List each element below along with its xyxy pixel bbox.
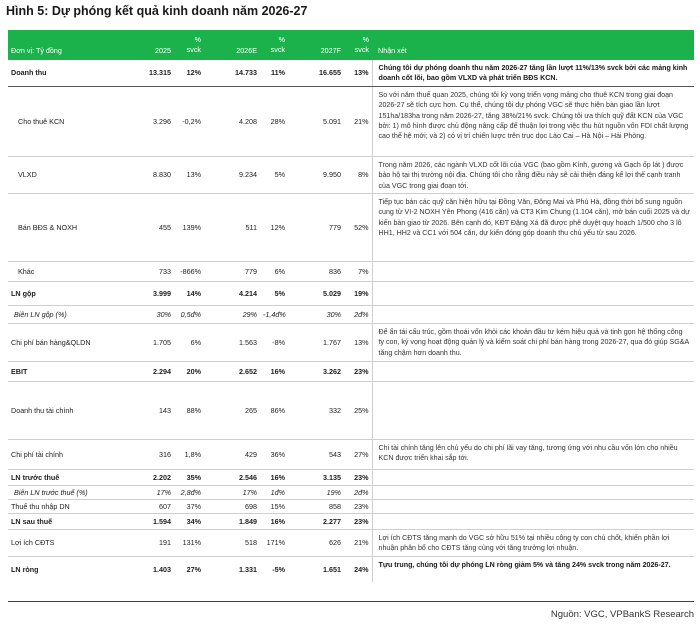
- note-ni: Tựu trung, chúng tôi dự phóng LN ròng giảm 5% và tăng 24% svck trong năm 2026-27.: [372, 556, 694, 582]
- row-label: Biên LN trước thuế (%): [8, 486, 120, 500]
- note-revenue: Chúng tôi dự phóng doanh thu năm 2026-27 tăng lần lượt 11%/13% svck bởi các mảng kinh doanh cốt lõi, bao gồm VLXD và phát triển BĐS KCN.: [372, 60, 694, 86]
- cell-2026: 4.214: [204, 282, 260, 306]
- cell-2025-pct: 13%: [174, 156, 204, 193]
- table-row: [8, 470, 694, 486]
- row-label: Chi phí tài chính: [8, 440, 120, 470]
- cell-2025-pct: 12%: [174, 60, 204, 86]
- cell-2025: 30%: [120, 306, 174, 324]
- cell-2025-pct: 34%: [174, 514, 204, 530]
- cell-2025-pct: 88%: [174, 382, 204, 440]
- cell-2025-pct: 20%: [174, 362, 204, 382]
- cell-2025-pct: 14%: [174, 282, 204, 306]
- cell-2027-pct: 13%: [344, 324, 372, 362]
- cell-2026-pct: -8%: [260, 324, 288, 362]
- cell-2027-pct: 21%: [344, 86, 372, 156]
- cell-2027-pct: 21%: [344, 530, 372, 557]
- note-empty: [372, 306, 694, 324]
- pct-symbol: %: [362, 35, 369, 44]
- cell-2026-pct: 16%: [260, 470, 288, 486]
- cell-2026-pct: 28%: [260, 86, 288, 156]
- cell-2027: 1.651: [323, 565, 341, 575]
- cell-2026-pct: 12%: [260, 194, 288, 262]
- cell-2027-pct: 23%: [344, 514, 372, 530]
- cell-2026-pct: 11%: [260, 60, 288, 86]
- table-row: [8, 382, 694, 440]
- svck-label: svck: [186, 45, 201, 54]
- cell-2027-pct: 27%: [344, 440, 372, 470]
- table-row: [8, 306, 694, 324]
- cell-2026: 9.234: [204, 156, 260, 193]
- cell-2027: 9.950: [288, 156, 344, 193]
- table-row: [8, 514, 694, 530]
- col-2025-header: 2025: [155, 46, 171, 55]
- cell-2027: 5.029: [288, 282, 344, 306]
- cell-2026-pct: 36%: [260, 440, 288, 470]
- cell-2026: 429: [204, 440, 260, 470]
- cell-2025: 3.296: [120, 86, 174, 156]
- pct-symbol: %: [278, 35, 285, 44]
- cell-2025: 1.705: [120, 324, 174, 362]
- cell-2026: 1.331: [239, 565, 257, 575]
- table-row: [8, 500, 694, 514]
- cell-2027: 30%: [288, 306, 344, 324]
- table-row: [8, 262, 694, 282]
- cell-2025: 143: [120, 382, 174, 440]
- table-row: [8, 440, 694, 470]
- cell-2026-pct: -5%: [272, 565, 285, 575]
- cell-2025: 1.403: [153, 565, 171, 575]
- note-vlxd: Trong năm 2026, các ngành VLXD cốt lõi của VGC (bao gồm Kính, gương và Gạch ốp lát ) được bảo hộ tại thị trường nội địa. Chúng tôi cho rằng điều này sẽ cải thiện đáng kể lợi thế cạnh tranh của VGC trong giai đoạn tới.: [372, 156, 694, 193]
- cell-2027: 858: [288, 500, 344, 514]
- cell-2026: 518: [204, 530, 260, 557]
- cell-2026-pct: 16%: [260, 362, 288, 382]
- figure-title: Hình 5: Dự phóng kết quả kinh doanh năm 2026-27: [6, 4, 308, 18]
- note-empty: [372, 514, 694, 530]
- cell-2027: 2.277: [288, 514, 344, 530]
- cell-2027-pct: 52%: [344, 194, 372, 262]
- cell-2026: 1.849: [204, 514, 260, 530]
- row-label: LN gộp: [8, 282, 120, 306]
- table-row: [8, 556, 694, 582]
- cell-2026: 2.652: [204, 362, 260, 382]
- row-label: Doanh thu: [8, 60, 120, 86]
- cell-2025-pct: 35%: [174, 470, 204, 486]
- row-label: EBIT: [8, 362, 120, 382]
- cell-2025-pct: 6%: [174, 324, 204, 362]
- cell-2027-pct: 8%: [344, 156, 372, 193]
- forecast-table: [8, 30, 694, 582]
- cell-2025-pct: 2,8đ%: [174, 486, 204, 500]
- row-label: LN trước thuế: [8, 470, 120, 486]
- row-label: Khác: [8, 262, 120, 282]
- row-label: Doanh thu tài chính: [8, 382, 120, 440]
- cell-2027: 332: [288, 382, 344, 440]
- row-label: Cho thuê KCN: [8, 86, 120, 156]
- svck-label: svck: [270, 45, 285, 54]
- note-empty: [372, 382, 694, 440]
- col-2027-header: 2027F: [320, 46, 341, 55]
- table-row: [8, 194, 694, 262]
- cell-2026-pct: 1đ%: [260, 486, 288, 500]
- cell-2026-pct: 5%: [260, 282, 288, 306]
- row-label: VLXD: [8, 156, 120, 193]
- row-label: LN ròng: [11, 565, 39, 575]
- note-nci: Lợi ích CĐTS tăng mạnh do VGC sở hữu 51% tại nhiều công ty con chủ chốt, khiến phần lợi nhuận phân bổ cho CĐTS tăng cùng với tăng trưởng lợi nhuận.: [372, 530, 694, 557]
- bottom-rule: [8, 601, 694, 602]
- note-empty: [372, 500, 694, 514]
- table-row: [8, 486, 694, 500]
- table-row: [8, 362, 694, 382]
- cell-2026-pct: 171%: [260, 530, 288, 557]
- cell-2026: 4.208: [204, 86, 260, 156]
- cell-2026: 779: [204, 262, 260, 282]
- cell-2027-pct: 23%: [344, 470, 372, 486]
- cell-2026: 17%: [204, 486, 260, 500]
- note-empty: [372, 262, 694, 282]
- cell-2025: 3.999: [120, 282, 174, 306]
- table-row: [8, 86, 694, 156]
- row-label: Lợi ích CĐTS: [8, 530, 120, 557]
- cell-2027: 836: [288, 262, 344, 282]
- table-row: [8, 530, 694, 557]
- cell-2027: 19%: [288, 486, 344, 500]
- cell-2025-pct: 139%: [174, 194, 204, 262]
- unit-header: Đơn vị: Tỷ đồng: [11, 46, 62, 55]
- cell-2025: 13.315: [120, 60, 174, 86]
- note-empty: [372, 282, 694, 306]
- cell-2026: 698: [204, 500, 260, 514]
- cell-2025: 733: [120, 262, 174, 282]
- table-row: [8, 324, 694, 362]
- cell-2025: 8.830: [120, 156, 174, 193]
- cell-2026: 14.733: [204, 60, 260, 86]
- row-label: LN sau thuế: [8, 514, 120, 530]
- cell-2027: 1.767: [288, 324, 344, 362]
- table-header: [8, 30, 694, 60]
- col-2026-pct-header: [260, 30, 288, 60]
- note-fin: Chi tài chính tăng lên chủ yếu do chi phí lãi vay tăng, tương ứng với nhu cầu vốn lớn cho nhiều KCN được triển khai sắp tới.: [372, 440, 694, 470]
- cell-2025-pct: 131%: [174, 530, 204, 557]
- cell-2027-pct: 2đ%: [344, 306, 372, 324]
- cell-2025: 1.594: [120, 514, 174, 530]
- cell-2027: 779: [288, 194, 344, 262]
- note-sga: Để ẩn tái cấu trúc, gồm thoái vốn khỏi các khoản đầu tư kém hiệu quả và tinh gọn hệ thống công ty con, ký vọng hoạt động quản lý và kiểm soát chi phí bán hàng trong 2026-27, qua đó giúp SG&A tăng chậm hơn doanh thu.: [372, 324, 694, 362]
- cell-2027-pct: 24%: [354, 565, 369, 575]
- cell-2027-pct: 23%: [344, 500, 372, 514]
- cell-2026: 265: [204, 382, 260, 440]
- cell-2025: 2.294: [120, 362, 174, 382]
- cell-2026-pct: 6%: [260, 262, 288, 282]
- row-label: Thuế thu nhập DN: [8, 500, 120, 514]
- note-empty: [372, 362, 694, 382]
- cell-2026: 29%: [204, 306, 260, 324]
- cell-2026-pct: 16%: [260, 514, 288, 530]
- col-2027-pct-header: [344, 30, 372, 60]
- source-note: Nguồn: VGC, VPBankS Research: [550, 609, 694, 620]
- cell-2027-pct: 13%: [344, 60, 372, 86]
- cell-2025: 455: [120, 194, 174, 262]
- cell-2025-pct: 27%: [186, 565, 201, 575]
- cell-2027-pct: 25%: [344, 382, 372, 440]
- note-empty: [372, 486, 694, 500]
- cell-2027-pct: 2đ%: [344, 486, 372, 500]
- note-empty: [372, 470, 694, 486]
- cell-2025-pct: 0,5đ%: [174, 306, 204, 324]
- svck-label: svck: [354, 45, 369, 54]
- row-label: Bán BĐS & NOXH: [8, 194, 120, 262]
- note-bds: Tiếp tục bán các quỹ căn hiện hữu tại Đồng Văn, Đông Mai và Phú Hà, đồng thời bổ sung nguồn cung từ VI-2 NOXH Yên Phong (416 căn) và CT3 Kim Chung (1.104 căn), mở bán cuối 2025 và dự kiến bàn giao từ 2026. Bên cạnh đó, KĐT Đặng Xá đã được phê duyệt quy hoạch 1/500 cho 3 lô HH1, HH2 và CC1 với 504 căn, dự kiến đóng góp doanh thu chủ yếu từ sau 2026.: [372, 194, 694, 262]
- note-kcn: So với năm thuế quan 2025, chúng tôi kỳ vọng triển vọng mảng cho thuê KCN trong giai đoạn 2026-27 sẽ tích cực hơn. Cụ thể, chúng tôi dự phóng VGC sẽ thực hiện bàn giao lần lượt 151ha/183ha trong năm 2026-27, tăng 38%/21% svck. Chúng tôi ưa thích quỹ đất KCN của VGC bởi: 1) mô hình được chủ động nâng cấp để thuận lợi trong việc thu hút nguồn vốn FDI chất lượng cao thế hệ mới; và 2) có vị trí chiến lược trên trục dọc Lào Cai – Hà Nội – Hải Phòng.: [372, 86, 694, 156]
- col-2026-header: 2026E: [236, 46, 257, 55]
- cell-2025: 17%: [120, 486, 174, 500]
- cell-2026-pct: 15%: [260, 500, 288, 514]
- table-row: [8, 282, 694, 306]
- table-row: [8, 156, 694, 193]
- pct-symbol: %: [194, 35, 201, 44]
- row-label: Chi phí bán hàng&QLDN: [8, 324, 120, 362]
- cell-2026: 1.563: [204, 324, 260, 362]
- cell-2027-pct: 23%: [344, 362, 372, 382]
- cell-2027: 5.091: [288, 86, 344, 156]
- cell-2026-pct: 86%: [260, 382, 288, 440]
- cell-2025: 607: [120, 500, 174, 514]
- table-row: [8, 60, 694, 86]
- cell-2026-pct: 5%: [260, 156, 288, 193]
- cell-2026: 511: [204, 194, 260, 262]
- cell-2027: 3.262: [288, 362, 344, 382]
- cell-2027-pct: 7%: [344, 262, 372, 282]
- cell-2027-pct: 19%: [344, 282, 372, 306]
- cell-2026: 2.546: [204, 470, 260, 486]
- cell-2027: 626: [288, 530, 344, 557]
- cell-2025-pct: -0,2%: [174, 86, 204, 156]
- cell-2027: 3.135: [288, 470, 344, 486]
- cell-2025-pct: -866%: [174, 262, 204, 282]
- cell-2027: 16.655: [288, 60, 344, 86]
- cell-2025-pct: 37%: [174, 500, 204, 514]
- cell-2027: 543: [288, 440, 344, 470]
- col-2025-pct-header: [174, 30, 204, 60]
- cell-2025-pct: 1,8%: [174, 440, 204, 470]
- cell-2025: 316: [120, 440, 174, 470]
- note-header: Nhận xét: [378, 46, 407, 55]
- cell-2025: 191: [120, 530, 174, 557]
- cell-2026-pct: -1,4đ%: [260, 306, 288, 324]
- row-label: Biên LN gộp (%): [8, 306, 120, 324]
- cell-2025: 2.202: [120, 470, 174, 486]
